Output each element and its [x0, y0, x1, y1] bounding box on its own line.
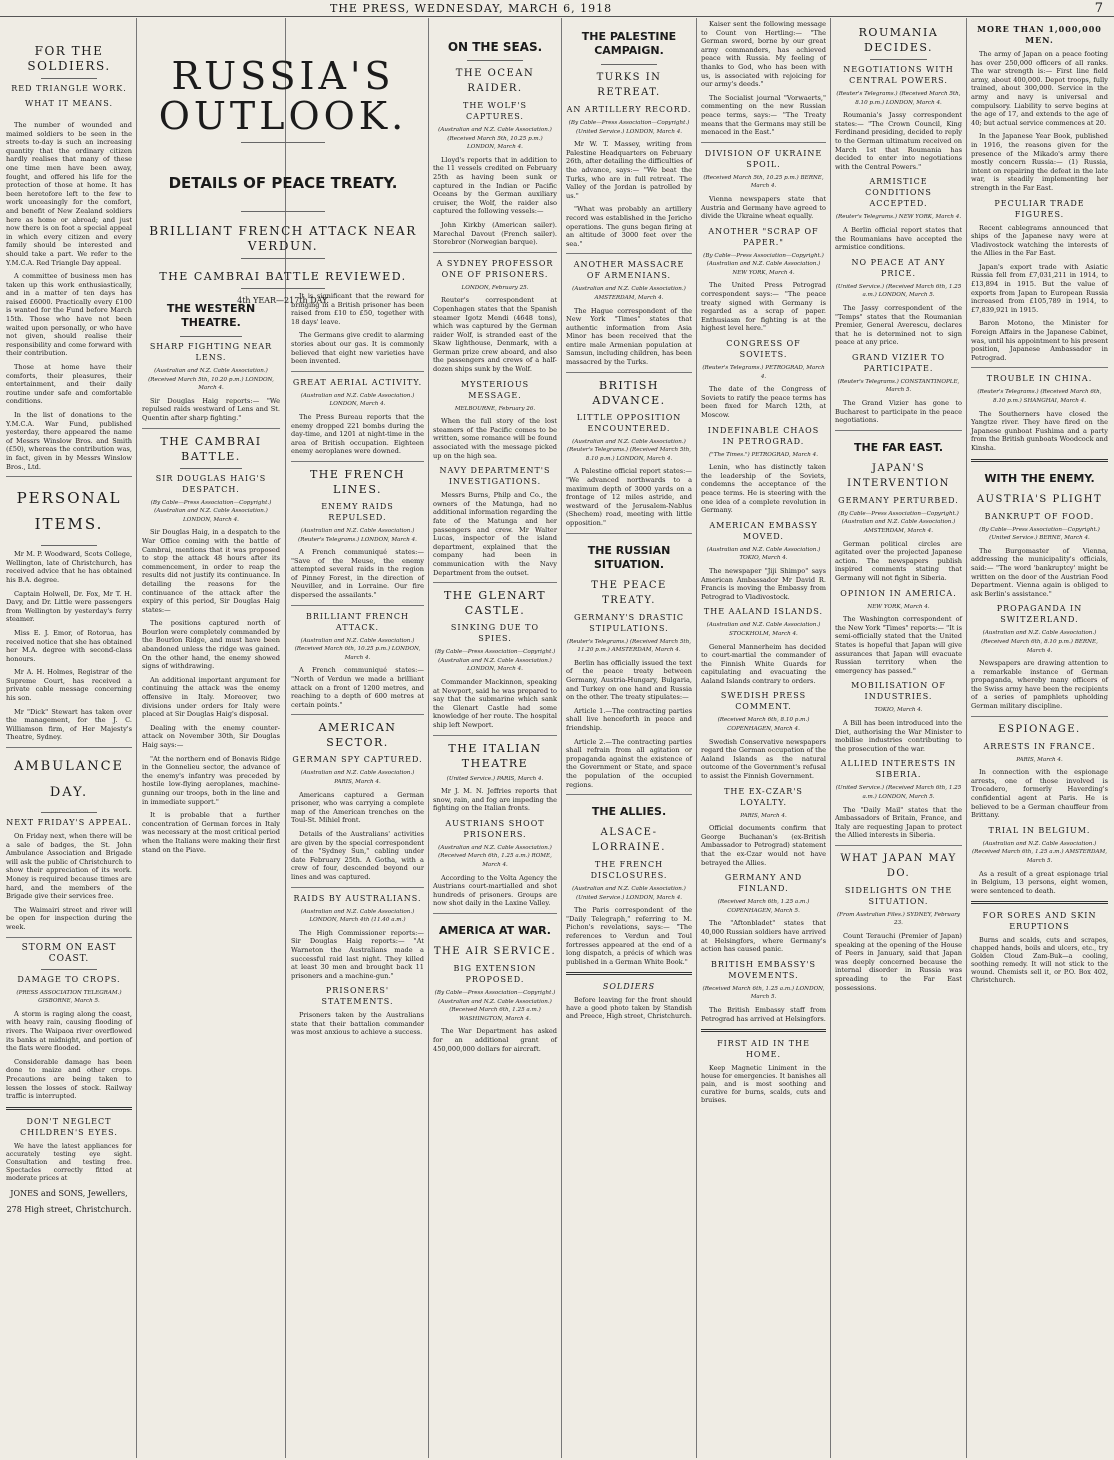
subhead-damage-to-crops: DAMAGE TO CROPS.	[17, 974, 121, 984]
masthead	[0, 0, 1114, 17]
headline-aerial-activity: GREAT AERIAL ACTIVITY.	[292, 377, 423, 387]
dateline: (United Service.) (Received March 6th, 1.25 a.m.) LONDON, March 5.	[835, 283, 962, 299]
headline-brilliant-french-attack: BRILLIANT FRENCH ATTACK.	[305, 611, 409, 632]
article-text: The Paris correspondent of the "Daily Telegraph," referring to M. Pichon's revelations, says:— "The references to Verdun and Toul fortresses appeared at the end of a long dispatch, a précis of which was published in a German White Book."	[566, 906, 692, 966]
subhead-peace-treaty: THE PEACE TREATY.	[591, 579, 667, 606]
article-text: The "Daily Mail" states that the Ambassadors of Britain, France, and Italy are requesting Japan to protect the Allied interests in Siberia.	[835, 805, 962, 840]
article-text: German political circles are agitated over the projected Japanese action. The newspapers publish inspired comments stating that Germany will not fight in Siberia.	[835, 539, 962, 582]
article-text: An additional important argument for continuing the attack was the enemy offensive in Italy. Moreover, two divisions under orders for Italy were placed at Sir Douglas Haig's disposal.	[142, 675, 280, 719]
headline-ambulance-day: AMBULANCE DAY.	[13, 759, 125, 801]
subhead-drastic-stipulations: GERMANY'S DRASTIC STIPULATIONS.	[573, 612, 685, 633]
article-text: Dealing with the enemy counter-attack on November 30th, Sir Douglas Haig says:—	[142, 723, 280, 749]
article-text: Mr W. T. Massey, writing from Palestine Headquarters on February 26th, after detailing the difficulties of the advance, says:— "We beat the Turks, who are in full retreat. The Valley of the Jordan is patrolled by us."	[566, 140, 692, 200]
article-text: A French communiqué states:— "North of Verdun we made a brilliant attack on a front of 1200 metres, and reaching to a depth of 600 metres at certain points."	[291, 666, 424, 709]
dateline: (Australian and N.Z. Cable Association.) (Received March 6th, 1.25 a.m.) ROME, March 4.	[438, 844, 552, 869]
lead-headlines	[142, 20, 424, 305]
article-text: Prisoners taken by the Australians state that their battalion commander was most anxious to achieve a success.	[291, 1011, 424, 1037]
dateline: PARIS, March 4.	[1016, 756, 1063, 763]
dateline: (Australian and N.Z. Cable Association.) (Received March 6th, 8.10 p.m.) BERNE, March 4.	[981, 630, 1098, 654]
dateline: (By Cable—Press Association—Copyright.) (Australian and N.Z. Cable Association.) NEW YORK, March 4.	[703, 252, 824, 276]
headline-american-sector: AMERICAN SECTOR.	[318, 721, 397, 750]
dateline: ("The Times.") PETROGRAD, March 4.	[708, 451, 819, 458]
article-text: The Socialist journal "Vorwaerts," commenting on the new Russian peace terms, says:— "The Treaty means that the Germans may still be menaced in the East."	[701, 93, 826, 137]
dateline: (Reuter's Telegrams.) NEW YORK, March 4.	[835, 214, 962, 221]
article-text: The number of wounded and maimed soldiers to be seen in the streets to-day is such an increasing quantity that the ordinary citizen hardly realises that many of these one time men have been away, fought, and offered his life for the protection of those at home. It has been heretofore left to the few to work unceasingly for the comfort, and benefit of New Zealand soldiers here as home or abroad; and just now there is on foot a special appeal in which every citizen and every family should be interested and should take a part. We refer to the Y.M.C.A. Red Triangle Day appeal.	[6, 121, 132, 267]
article-text: Roumania's Jassy correspondent states:— "The Crown Council, King Ferdinand presiding, decided to reply to the German ultimatum received on March 1st that Roumania has decided to enter into negotiations with the Central Powers."	[835, 111, 962, 171]
article-text: According to the Volta Agency the Austrians court-martialled and shot hundreds of prisoners. Groups are now shot daily in the Laxine Valley.	[433, 873, 557, 908]
headline-trade-figures: PECULIAR TRADE FIGURES.	[994, 198, 1085, 219]
article-text: Reuter's correspondent at Copenhagen states that the Spanish steamer Igotz Mendi (4648 tons), which was captured by the German raider Wolf, is stranded east of the Skaw lighthouse, Denmark, with a German prize crew aboard, and also the passengers and crews of a half-dozen ships sunk by the Wolf.	[433, 296, 557, 374]
subhead-austrias-plight: AUSTRIA'S PLIGHT	[976, 493, 1103, 505]
subhead-ocean-raider: THE OCEAN RAIDER.	[455, 68, 535, 94]
ad-firm: JONES and SONS, Jewellers,	[10, 1188, 128, 1198]
article-text: The Hague correspondent of the New York "Times" states that authentic information from Asia Minor has been received that the entire male Armenian population at Samsun, including children, has been massacred by the Turks.	[566, 306, 692, 367]
article-text: The Press Bureau reports that the enemy dropped 221 bombs during the day-time, and 1201 at night-time in the area of British occupation. Eighteen enemy aeroplanes were downed.	[291, 412, 424, 456]
dateline: (Australian and N.Z. Cable Association.) TOKIO, March 4.	[706, 546, 821, 562]
headline-american-embassy: AMERICAN EMBASSY MOVED.	[709, 520, 818, 541]
dateline: (United Service.) PARIS, March 4.	[446, 775, 544, 782]
ad-body: We have the latest appliances for accurately testing eye sight. Consultation and testing free. Spectacles correctly fitted at moderate prices at	[6, 1141, 132, 1182]
article-text: The Washington correspondent of the New York "Times" reports:— "It is semi-officially stated that the United States is hopeful that Japan will give assurances that Japan will evacuate Russian territory when the emergency has passed."	[835, 615, 962, 675]
article-text: The "Aftonbladet" states that 40,000 Russian soldiers have arrived at Helsingfors, where Germany's action has caused panic.	[701, 919, 826, 954]
article-text: A storm is raging along the coast, with heavy rain, causing flooding of rivers. The Waipaoa river overflowed its banks at midnight, and portion of the flats were flooded.	[6, 1009, 132, 1053]
article-text: Japan's export trade with Asiatic Russia fell from £7,031,211 in 1914, to £13,894 in 1915. But the value of exports from Japan to European Russia increased from £105,789 in 1914, to £7,839,921 in 1915.	[971, 262, 1108, 314]
article-text: Messrs Burns, Philp and Co., the owners of the Matunga, had no additional information regarding the fate of the Matunga and her passengers and crew. Mr Walter Lucas, inspector of the island department, explained that the company had been in communication with the Navy Department from the outset.	[433, 491, 557, 577]
article-text: In connection with the espionage arrests, one of those involved is Trocadero, formerly Haverding's confidential agent at Paris. He is believed to be a German chauffeur from Brittany.	[971, 768, 1108, 820]
ad-heading-soldiers: SOLDIERS	[602, 982, 656, 992]
ad-body: Burns and scalds, cuts and scrapes, chapped hands, boils and ulcers, etc., try Golden Cloud Zam-Buk—a cooling, soothing remedy. It will not stick to the wound. Chemists sell it, or P.O. Box 402, Christchurch.	[971, 936, 1108, 985]
dateline: (Received March 6th, 8.10 p.m.) COPENHAGEN, March 4.	[717, 717, 810, 733]
article-text: A French communiqué states:— "Save of the Meuse, the enemy attempted several raids in the region of Pinney Forest, in the direction of Neuviller, and in Lorraine. Our fire dispersed the assailants."	[291, 548, 424, 600]
article-text: The Grand Vizier has gone to Bucharest to participate in the peace negotiations.	[835, 399, 962, 425]
headline-million-men: MORE THAN 1,000,000 MEN.	[977, 24, 1102, 45]
article-text: The Burgomaster of Vienna, addressing the municipality's officials, said:— "The word 'bankruptcy' might be written on the door of the Austrian Food Department. Vienna again is obliged to ask Berlin's assistance."	[971, 546, 1108, 598]
article-text: Americans captured a German prisoner, who was carrying a complete map of the American trenches on the Toul-St. Mihiel front.	[291, 790, 424, 825]
headline-russias-outlook: RUSSIA'S OUTLOOK.	[158, 54, 408, 138]
headline-storm-east-coast: STORM ON EAST COAST.	[21, 942, 117, 964]
dateline: LONDON, February 25.	[461, 284, 529, 291]
headline-espionage: ESPIONAGE.	[998, 723, 1081, 735]
subhead-red-triangle: RED TRIANGLE WORK.	[11, 84, 127, 93]
article-text: Those at home have their comforts, their pleasures, their entertainment, and their daily routine under safe and comfortable conditions.	[6, 363, 132, 406]
column-rule	[136, 18, 137, 1458]
article-text: Vienna newspapers state that Austria and Germany have agreed to divide the Ukraine wheat equally.	[701, 194, 826, 221]
dateline: (Australian and N.Z. Cable Association.) PARIS, March 4.	[300, 770, 415, 785]
headline-italian-theatre: THE ITALIAN THEATRE	[448, 741, 542, 770]
article-text: Kaiser sent the following message to Count von Hertling:— "The German sword, borne by our great army commanders, has achieved peace with Russia. My feeling of thanks to God, who has been with us, is associated with rejoicing for our army's deeds."	[701, 20, 826, 89]
dateline: (By Cable—Press Association—Copyright.) (Australian and N.Z. Cable Association.) LONDON, March 4.	[150, 499, 272, 523]
dateline: (Australian and N.Z. Cable Association.) (Received March 6th, 1.25 a.m.) AMSTERDAM, March 5.	[971, 840, 1108, 864]
subhead-sharp-fighting: SHARP FIGHTING NEAR LENS.	[149, 342, 273, 362]
article-text: Sir Douglas Haig, in a despatch to the War Office coming with the battle of Cambrai, mentions that it was proposed to stop the attack 48 hours after its commencement, in order to reap the results did not justify its continuance. In detailing the reasons for the continuance of the attack after the expiry of this period, Sir Douglas Haig states:—	[142, 528, 280, 614]
article-text: Official documents confirm that George Buchanan's (ex-British Ambassador to Petrograd) statement that the ex-Czar would not have betrayed the Allies.	[701, 824, 826, 867]
subhead-air-service: THE AIR SERVICE.	[433, 946, 557, 958]
subhead-big-extension: BIG EXTENSION PROPOSED.	[453, 964, 537, 985]
article-text: A Berlin official report states that the Roumanians have accepted the armistice conditions.	[835, 225, 962, 252]
article-text: The British Embassy staff from Petrograd has arrived at Helsingfors.	[701, 1005, 826, 1023]
headline-scrap-of-paper: ANOTHER "SCRAP OF PAPER."	[708, 226, 819, 247]
article-text: It is significant that the reward for bringing in a British prisoner has been raised from £10 to £50, together with 18 days' leave.	[291, 292, 424, 326]
subhead-turks-retreat: TURKS IN RETREAT.	[596, 72, 662, 98]
headline-trouble-china: TROUBLE IN CHINA.	[986, 374, 1093, 384]
article-text: Sir Douglas Haig reports:— "We repulsed raids westward of Lens and St. Quentin after sharp fighting."	[142, 396, 280, 422]
headline-propaganda-switzerland: PROPAGANDA IN SWITZERLAND.	[996, 604, 1083, 625]
subhead-little-opposition: LITTLE OPPOSITION ENCOUNTERED.	[576, 412, 682, 433]
column-5	[566, 20, 692, 1450]
article-text: General Mannerheim has decided to court-martial the commander of the Finnish White Guards for capitulating and evacuating the Aaland Islands contrary to orders.	[701, 642, 826, 685]
article-text: The Jassy correspondent of the "Temps" states that the Roumanian Premier, General Averescu, declares that he is determined not to sign peace at any price.	[835, 303, 962, 347]
headline-allied-interests: ALLIED INTERESTS IN SIBERIA.	[840, 759, 957, 780]
subhead-bankrupt-food: BANKRUPT OF FOOD.	[984, 511, 1095, 521]
ad-address: 278 High street, Christchurch.	[6, 1205, 132, 1215]
subhead-spy-captured: GERMAN SPY CAPTURED.	[292, 755, 423, 765]
dateline: (By Cable—Press Association—Copyright.) (United Service.) BERNE, March 4.	[979, 526, 1100, 542]
article-text: Lloyd's reports that in addition to the 11 vessels credited on February 25th as having been sunk or captured in the Indian or Pacific Oceans by the German auxiliary cruiser, the Wolf, the raider also captured the following vessels:—	[433, 155, 557, 216]
subhead-french-disclosures: THE FRENCH DISCLOSURES.	[590, 860, 668, 881]
headline-the-allies: THE ALLIES.	[591, 805, 667, 819]
column-7	[835, 20, 962, 1450]
column-rule	[428, 18, 429, 1458]
dateline: (Australian and N.Z. Cable Association.) LONDON, March 4.	[300, 392, 415, 408]
article-text: Newspapers are drawing attention to a remarkable instance of German propaganda, whereby many officers of the Swiss army have been the recipients of a series of pamphlets upholding German military discipline.	[971, 659, 1108, 711]
headline-cambrai: THE CAMBRAI BATTLE.	[160, 434, 262, 463]
article-text: The army of Japan on a peace footing has over 250,000 officers of all ranks. The war strength is:— First line field army, about 400,000. Depot troops, fully trained, about 300,000. Service in the army and navy is universal and compulsory. Liability to serve begins at the age of 17, and extends to the age of 40; but actual service commences at 20.	[971, 50, 1108, 127]
article-text: Swedish Conservative newspapers regard the German occupation of the Aaland Islands as the natural outcome of the Government's refusal to assist the Finnish Government.	[701, 737, 826, 781]
dateline: (Australian and N.Z. Cable Association.) LONDON, March 4th (11.40 a.m.)	[300, 908, 415, 924]
article-text: The United Press Petrograd correspondent says:— "The peace treaty signed with Germany is regarded as a scrap of paper. Enthusiasm for fighting is at the highest level here."	[701, 281, 826, 333]
article-text: Captain Holwell, Dr. Fox, Mr T. H. Davy, and Dr. Little were passengers from Wellington by yesterday's ferry steamer.	[6, 589, 132, 624]
article-text: Mr J. M. N. Jeffries reports that snow, rain, and fog are impeding the fighting on the Italian fronts.	[433, 787, 557, 813]
dateline: (From Australian Files.) SYDNEY, February 23.	[836, 911, 961, 927]
headline-roumania-decides: ROUMANIA DECIDES.	[858, 26, 939, 54]
headline-french-lines: THE FRENCH LINES.	[309, 467, 406, 496]
article-text: Berlin has officially issued the text of the peace treaty between Germany, Austria-Hungary, Bulgaria, and Turkey on one hand and Russia on the other. The treaty stipulates:—	[566, 658, 692, 702]
headline-trial-belgium: TRIAL IN BELGIUM.	[988, 825, 1091, 835]
article-text: Lenin, who has distinctly taken the leadership of the Soviets, condemns the acceptance of the peace terms. He is steering with the one idea of a complete revolution in Germany.	[701, 463, 826, 515]
dateline: (PRESS ASSOCIATION TELEGRAM.) GISBORNE, March 5.	[16, 989, 122, 1005]
article-text: A committee of business men has taken up this work enthusiastically, and in a matter of ten days has raised £6000. Practically every £100 is wanted for the Fund before March 15th. Those who have not been waited upon personally, or who have not given, should realise their responsibility and come forward with their contribution.	[6, 272, 132, 358]
column-rule	[830, 18, 831, 1458]
dateline: (Reuter's Telegrams.) (Received March 5th, 8.10 p.m.) LONDON, March 4.	[836, 91, 961, 106]
headline-sydney-professor: A SYDNEY PROFESSOR ONE OF PRISONERS.	[436, 258, 554, 279]
article-text: The Germans give credit to alarming stories about our gas. It is commonly believed that eight new varieties have been invented.	[291, 331, 424, 366]
page-number: 7	[1094, 1, 1104, 16]
headline-with-the-enemy: WITH THE ENEMY.	[984, 471, 1095, 485]
dateline: (Australian and N.Z. Cable Association.) STOCKHOLM, March 4.	[706, 622, 821, 637]
subhead-artillery-record: AN ARTILLERY RECORD.	[566, 105, 692, 114]
headline-raids-by-australians: RAIDS BY AUSTRALIANS.	[293, 893, 422, 903]
article-text: The date of the Congress of Soviets to ratify the peace terms has been fixed for March 12th, at Moscow.	[701, 385, 826, 419]
article-text: Article 1.—The contracting parties shall live henceforth in peace and friendship.	[566, 706, 692, 732]
headline-for-the-soldiers: FOR THE SOLDIERS.	[27, 44, 111, 73]
headline-austrians-shoot-prisoners: AUSTRIANS SHOOT PRISONERS.	[445, 818, 545, 839]
headline-aaland-islands: THE AALAND ISLANDS.	[703, 607, 824, 617]
dateline: (Received March 6th, 1.25 a.m.) LONDON, March 5.	[702, 985, 825, 1001]
headline-swedish-press: SWEDISH PRESS COMMENT.	[720, 691, 807, 712]
dateline: (Received March 5th, 10.25 p.m.) BERNE, March 4.	[703, 174, 824, 190]
article-text: Count Terauchi (Premier of Japan) speaking at the opening of the House of Peers in January, said that Japan was deeply concerned because the internal disorder in Russia was spreading to the Far East possessions.	[835, 932, 962, 992]
dateline: (By Cable—Press Association—Copyright.) (Australian and N.Z. Cable Association.) (Received March 6th, 1.25 a.m.) WASHINGTON, March 4.	[434, 990, 556, 1022]
headline-cambrai-battle: THE CAMBRAI BATTLE REVIEWED.	[159, 270, 407, 283]
column-3	[291, 292, 424, 1452]
headline-mobilisation: MOBILISATION OF INDUSTRIES.	[851, 681, 946, 702]
article-text: Mr M. P. Woodward, Scots College, Wellington, late of Christchurch, has received advice that he has obtained his B.A. degree.	[6, 550, 132, 584]
ad-heading-childrens-eyes: DON'T NEGLECT CHILDREN'S EYES.	[20, 1116, 118, 1137]
dateline: TOKIO, March 4.	[874, 707, 923, 714]
article-text: "What was probably an artillery record was established in the Jericho operations. The guns began firing at an altitude of 3000 feet over the sea."	[566, 205, 692, 248]
subhead-alsace-lorraine: ALSACE-LORRAINE.	[592, 827, 666, 854]
subhead-prisoners-statements: PRISONERS' STATEMENTS.	[321, 986, 394, 1007]
headline-ex-czar-loyalty: THE EX-CZAR'S LOYALTY.	[724, 786, 803, 807]
column-rule	[561, 18, 562, 1458]
war-year-day: 4th YEAR—217th DAY.	[237, 296, 329, 305]
ad-body: Before leaving for the front should have a good photo taken by Standish and Preece, High street, Christchurch.	[566, 996, 692, 1021]
column-rule	[696, 18, 697, 1458]
headline-british-embassy: BRITISH EMBASSY'S MOVEMENTS.	[710, 959, 817, 980]
subhead-japan-intervention: JAPAN'S INTERVENTION	[847, 462, 950, 489]
headline-opinion-america: OPINION IN AMERICA.	[840, 588, 957, 598]
article-text: Details of the Australians' activities are given by the special correspondent of the "Sydney Sun," cabling under date February 25th. A Gotha, with a crew of four, descended beyond our lines and was captured.	[291, 829, 424, 881]
article-text: Recent cablegrams announced that ships of the Japanese navy were at Vladivostock watching the interests of the Allies in the Far East.	[971, 223, 1108, 258]
subhead-sinking-spies: SINKING DUE TO SPIES.	[450, 623, 540, 644]
headline-details-peace-treaty: DETAILS OF PEACE TREATY.	[168, 174, 398, 192]
headline-america-at-war: AMERICA AT WAR.	[439, 924, 551, 938]
article-text: As a result of a great espionage trial in Belgium, 13 persons, eight women, were sentenced to death.	[971, 869, 1108, 895]
subhead-navy-investigations: NAVY DEPARTMENT'S INVESTIGATIONS.	[439, 466, 551, 487]
article-text: Mr A. H. Holmes, Registrar of the Supreme Court, has received a private cable message concerning his son.	[6, 668, 132, 703]
headline-mysterious-message: MYSTERIOUS MESSAGE.	[460, 379, 530, 400]
masthead-title: THE PRESS, WEDNESDAY, MARCH 6, 1918	[330, 2, 613, 15]
subhead-friday-appeal: NEXT FRIDAY'S APPEAL.	[6, 818, 132, 828]
dateline: (Australian and N.Z. Cable Association.) (Received March 6th, 10.25 p.m.) LONDON, March 4.	[294, 637, 421, 661]
article-text: In the Japanese Year Book, published in 1916, the reasons given for the presence of the Mikado's army there mostly concern Russia:— (1) Russia, intent on repairing the defeat in the late war, is steadily implementing her strength in the Far East.	[971, 132, 1108, 192]
headline-french-attack-verdun: BRILLIANT FRENCH ATTACK NEAR VERDUN.	[149, 224, 417, 253]
headline-armistice-accepted: ARMISTICE CONDITIONS ACCEPTED.	[865, 177, 932, 209]
headline-grand-vizier: GRAND VIZIER TO PARTICIPATE.	[851, 352, 946, 373]
dateline: (By Cable—Press Association—Copyright.) (Australian and N.Z. Cable Association.) LONDON, March 4.	[434, 649, 556, 673]
subhead-wolfs-captures: THE WOLF'S CAPTURES.	[462, 101, 528, 121]
headline-no-peace: NO PEACE AT ANY PRICE.	[851, 257, 946, 278]
article-text: Baron Motono, the Minister for Foreign Affairs in the Japanese Cabinet, was, until his appointment to his present position, Japanese Ambassador in Petrograd.	[971, 319, 1108, 362]
article-text: Considerable damage has been done to maize and other crops. Precautions are being taken to lessen the losses of stock. Railway traffic is interrupted.	[6, 1057, 132, 1101]
article-text: The War Department has asked for an additional grant of 450,000,000 dollars for aircraft.	[433, 1027, 557, 1053]
subhead-arrests-france: ARRESTS IN FRANCE.	[983, 741, 1096, 751]
headline-what-japan-may-do: WHAT JAPAN MAY DO.	[840, 852, 957, 879]
subhead-sidelights: SIDELIGHTS ON THE SITUATION.	[844, 885, 953, 906]
dateline: (Reuter's Telegrams.) CONSTANTINOPLE, March 5.	[837, 378, 960, 394]
dateline: (Australian and N.Z. Cable Association.) (Reuter's Telegrams.) (Received March 5th, 8.10 p.m.) LONDON, March 4.	[566, 438, 692, 462]
headline-far-east: THE FAR EAST.	[853, 440, 944, 454]
headline-chaos-petrograd: INDEFINABLE CHAOS IN PETROGRAD.	[707, 425, 820, 446]
ad-heading-first-aid: FIRST AID IN THE HOME.	[717, 1039, 810, 1060]
column-1	[6, 20, 132, 1450]
dateline: (Received March 6th, 1.25 a.m.) COPENHAGEN, March 5.	[717, 899, 810, 914]
article-text: In the list of donations to the Y.M.C.A. War Fund, published yesterday, there appeared the name of Messrs Winslow Bros. and Smith (£50), whereas the contribution was, in fact, given in by Messrs Winslow Bros., Ltd.	[6, 411, 132, 471]
dateline: (Reuter's Telegrams.) (Received March 6th, 8.10 p.m.) SHANGHAI, March 4.	[977, 389, 1102, 404]
article-text: The High Commissioner reports:— Sir Douglas Haig reports:— "At Warneton the Australians made a successful raid last night. They killed at least 30 men and brought back 11 prisoners and a machine-gun."	[291, 928, 424, 980]
article-text: It is probable that a further concentration of German forces in Italy was necessary at the most critical period when the Italians were making their first stand on the Piave.	[142, 811, 280, 854]
headline-on-the-seas: ON THE SEAS.	[447, 40, 543, 54]
dateline: MELBOURNE, February 26.	[454, 405, 536, 412]
article-text: A Palestine official report states:— "We advanced northwards to a maximum depth of 3000 yards on a frontage of 12 miles astride, and westward of the Jerusalem-Nablus (Shechem) road, meeting with little opposition."	[566, 467, 692, 527]
dateline: (By Cable—Press Association—Copyright.) (Australian and N.Z. Cable Association.) AMSTERDAM, March 4.	[838, 510, 959, 535]
headline-western-theatre: THE WESTERN THEATRE.	[166, 302, 256, 329]
ad-body: Keep Magnetic Liniment in the house for emergencies. It banishes all pain, and is most soothing and curative for burns, scalds, cuts and bruises.	[701, 1064, 826, 1105]
dateline: (Australian and N.Z. Cable Association.) (Received March 5th, 10.20 p.m.) LONDON, March 4.	[148, 368, 274, 392]
column-2	[142, 292, 280, 1452]
dateline: PARIS, March 4.	[740, 812, 787, 819]
headline-british-advance: BRITISH ADVANCE.	[592, 378, 666, 407]
subhead-what-it-means: WHAT IT MEANS.	[24, 99, 113, 108]
headline-ukraine-spoil: DIVISION OF UKRAINE SPOIL.	[704, 148, 823, 169]
article-text: Article 2.—The contracting parties shall refrain from all agitation or propaganda against the existence of the Government or State, and space the population of the occupied regions.	[566, 737, 692, 789]
article-text: The Waimairi street and river will be open for inspection during the week.	[6, 905, 132, 931]
headline-personal-items: PERSONAL ITEMS.	[16, 489, 122, 534]
headline-glenart-castle: THE GLENART CASTLE.	[443, 589, 547, 618]
dateline: (Reuter's Telegrams.) (Received March 5th, 11.20 p.m.) AMSTERDAM, March 4.	[566, 638, 692, 654]
column-8	[971, 20, 1108, 1450]
dateline: (By Cable—Press Association—Copyright.) (United Service.) LONDON, March 4.	[568, 120, 690, 135]
dateline: (United Service.) (Received March 6th, 1.25 a.m.) LONDON, March 5.	[835, 785, 962, 800]
article-text: The newspaper "Jiji Shimpo" says American Ambassador Mr David R. Francis is moving the Embassy from Petrograd to Vladivostock.	[701, 566, 826, 601]
dateline: (Reuter's Telegrams.) PETROGRAD, March 4.	[702, 365, 825, 380]
dateline: (Australian and N.Z. Cable Association.) AMSTERDAM, March 4.	[572, 286, 686, 301]
subhead-germany-perturbed: GERMANY PERTURBED.	[838, 495, 959, 505]
article-text: Mr "Dick" Stewart has taken over the management, for the J. C. Williamson firm, of Her Majesty's Theatre, Sydney.	[6, 707, 132, 742]
ad-heading-sores: FOR SORES AND SKIN ERUPTIONS	[982, 911, 1097, 932]
dateline: NEW YORK, March 4.	[867, 603, 930, 610]
headline-congress-soviets: CONGRESS OF SOVIETS.	[726, 339, 801, 360]
headline-palestine-campaign: THE PALESTINE CAMPAIGN.	[581, 30, 677, 57]
column-4	[433, 20, 557, 1450]
subhead-enemy-raids: ENEMY RAIDS REPULSED.	[321, 501, 394, 522]
dateline: (Australian and N.Z. Cable Association.) (United Service.) LONDON, March 4.	[572, 886, 686, 901]
article-text: When the full story of the lost steamers of the Pacific comes to be written, some romance will be found associated with the message picked up on the high sea.	[433, 417, 557, 460]
article-text: The Southerners have closed the Yangtze river. They have fired on the Japanese gunboat Fushima and a party from the British gunboats Woodcock and Kinsha.	[971, 409, 1108, 452]
article-text: Commander Mackinnon, speaking at Newport, said he was prepared to say that the submarine which sank the Glenart Castle had some knowledge of her route. The hospital ship left Newport.	[433, 677, 557, 729]
article-text: Miss E. J. Emor, of Rotorua, has received notice that she has obtained her M.A. degree with second-class honours.	[6, 628, 132, 663]
dateline: (Australian and N.Z. Cable Association.) (Reuter's Telegrams.) LONDON, March 4.	[298, 527, 417, 543]
article-text: "At the northern end of Bonavis Ridge in the Gonnelieu sector, the advance of the enemy's infantry was preceded by hostile low-flying aeroplanes, machine-gunning our troops, both in the line and in immediate support."	[142, 754, 280, 806]
subhead-haig-despatch: SIR DOUGLAS HAIG'S DESPATCH.	[155, 473, 267, 494]
column-6	[701, 20, 826, 1450]
headline-germany-finland: GERMANY AND FINLAND.	[724, 873, 803, 894]
ship-list: John Kirkby (American sailer). Marechal Davout (French sailer). Storebror (Norwegian barque).	[433, 220, 557, 247]
article-text: The positions captured north of Bourlon were completely commanded by the Bourlon Ridge, and must have been abandoned unless the ridge was gained. On the other hand, the enemy showed signs of withdrawing.	[142, 619, 280, 671]
headline-armenian-massacre: ANOTHER MASSACRE OF ARMENIANS.	[573, 260, 685, 281]
article-text: A Bill has been introduced into the Diet, authorising the War Minister to mobilise industries contributing to the prosecution of the war.	[835, 718, 962, 753]
article-text: On Friday next, when there will be a sale of badges, the St. John Ambulance Association and Brigade will ask the public of Christchurch to show their appreciation of its work. Money is required because times are hard, and the members of the Brigade give their services free.	[6, 832, 132, 901]
headline-russian-situation: THE RUSSIAN SITUATION.	[587, 543, 671, 571]
dateline: (Australian and N.Z. Cable Association.) (Received March 5th, 10.25 p.m.) LONDON, March 4.	[438, 127, 552, 151]
subhead-negotiations: NEGOTIATIONS WITH CENTRAL POWERS.	[843, 65, 954, 85]
column-rule	[966, 18, 967, 1458]
